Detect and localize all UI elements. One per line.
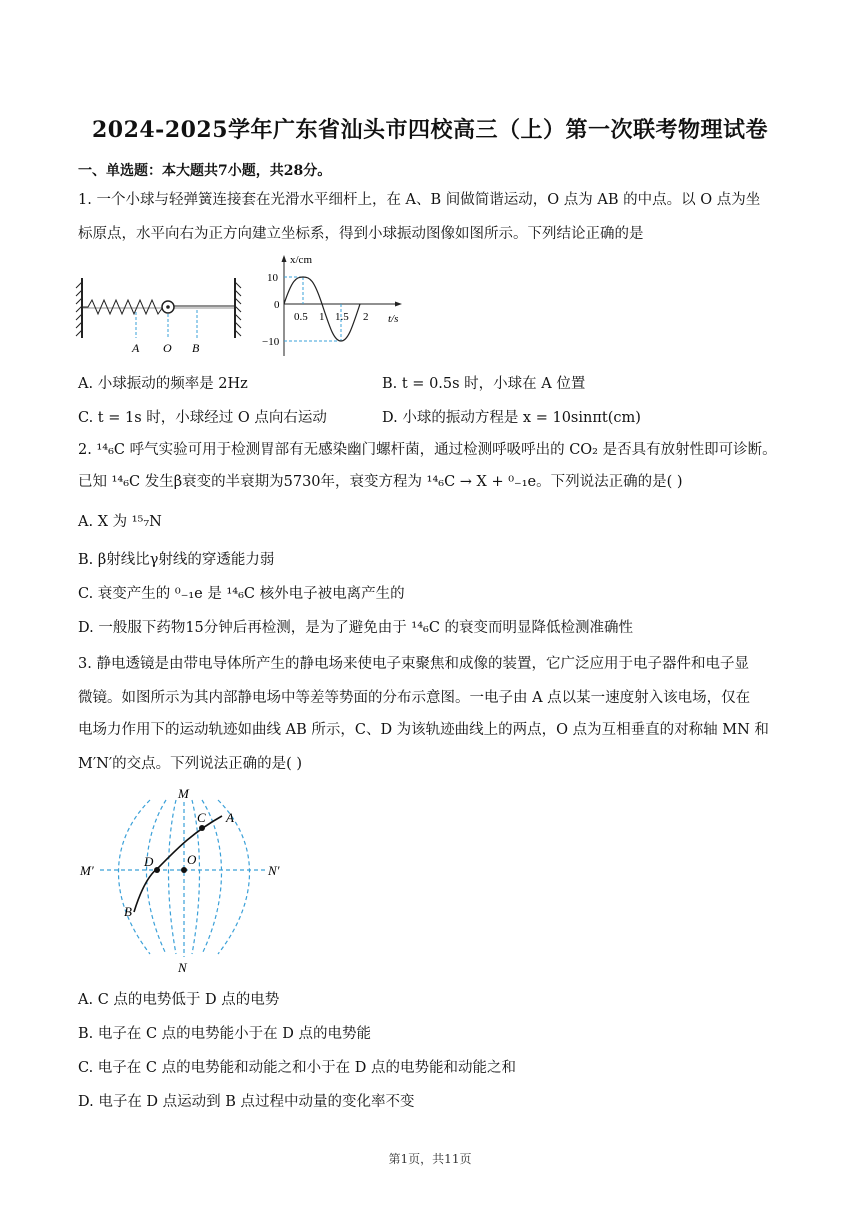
graph-tick-yn10: −10 bbox=[262, 336, 280, 348]
q1-vibration-graph bbox=[262, 252, 412, 360]
section-heading: 一、单选题：本大题共7小题，共28分。 bbox=[78, 163, 332, 179]
graph-tick-y0: 0 bbox=[274, 299, 280, 311]
graph-tick-t15: 1.5 bbox=[335, 311, 349, 323]
spring bbox=[82, 300, 168, 314]
label-b: B bbox=[124, 904, 132, 919]
label-b: B bbox=[192, 341, 200, 355]
q1-option-a: A. 小球振动的频率是 2Hz bbox=[78, 376, 248, 392]
page-footer: 第1页，共11页 bbox=[388, 1152, 472, 1166]
q2-stem-line-1: 2. ¹⁴₆C 呼气实验可用于检测胃部有无感染幽门螺杆菌，通过检测呼吸呼出的 CO₂ 是否具有放射性即可诊断。 bbox=[78, 442, 777, 458]
label-n: N bbox=[178, 960, 187, 975]
q2-option-a: A. X 为 ¹⁵₇N bbox=[78, 514, 162, 530]
graph-xlabel: t/s bbox=[388, 313, 399, 325]
q2-stem-line-2: 已知 ¹⁴₆C 发生β衰变的半衰期为5730年，衰变方程为 ¹⁴₆C → X + ⁰₋₁e。下列说法正确的是( ) bbox=[78, 474, 683, 490]
graph-tick-t05: 0.5 bbox=[294, 311, 308, 323]
q1-spring-figure bbox=[72, 270, 252, 360]
q3-stem-line-1: 3. 静电透镜是由带电导体所产生的静电场来使电子束聚焦和成像的装置，它广泛应用于电子器件和电子显 bbox=[78, 656, 749, 672]
q2-option-b: B. β射线比γ射线的穿透能力弱 bbox=[78, 552, 275, 568]
label-a: A bbox=[132, 341, 140, 355]
graph-tick-y10: 10 bbox=[267, 272, 278, 284]
q3-option-a: A. C 点的电势低于 D 点的电势 bbox=[78, 992, 280, 1008]
label-mprime: M′ bbox=[80, 863, 94, 878]
q1-option-b: B. t = 0.5s 时，小球在 A 位置 bbox=[382, 376, 586, 392]
q1-stem-line-1: 1. 一个小球与轻弹簧连接套在光滑水平细杆上，在 A、B 间做简谐运动，O 点为 AB 的中点。以 O 点为坐 bbox=[78, 192, 761, 208]
sine-curve bbox=[284, 277, 360, 341]
point-o bbox=[181, 867, 187, 873]
q2-option-d: D. 一般服下药物15分钟后再检测，是为了避免由于 ¹⁴₆C 的衰变而明显降低检测准确性 bbox=[78, 620, 634, 636]
point-d bbox=[154, 867, 160, 873]
q3-stem-line-4: M′N′的交点。下列说法正确的是( ) bbox=[78, 756, 303, 772]
graph-tick-t2: 2 bbox=[363, 311, 369, 323]
q3-stem-line-3: 电场力作用下的运动轨迹如曲线 AB 所示，C、D 为该轨迹曲线上的两点，O 点为互相垂直的对称轴 MN 和 bbox=[78, 722, 769, 738]
label-m: M bbox=[178, 786, 189, 801]
page-title: 2024-2025学年广东省汕头市四校高三（上）第一次联考物理试卷 bbox=[91, 117, 769, 143]
q3-stem-line-2: 微镜。如图所示为其内部静电场中等差等势面的分布示意图。一电子由 A 点以某一速度射入该电场，仅在 bbox=[78, 690, 751, 706]
graph-ylabel: x/cm bbox=[290, 254, 312, 266]
label-c: C bbox=[197, 810, 206, 825]
label-o: O bbox=[163, 341, 172, 355]
q3-option-d: D. 电子在 D 点运动到 B 点过程中动量的变化率不变 bbox=[78, 1094, 415, 1110]
q3-option-c: C. 电子在 C 点的电势能和动能之和小于在 D 点的电势能和动能之和 bbox=[78, 1060, 516, 1076]
label-o: O bbox=[187, 852, 197, 867]
q1-option-d: D. 小球的振动方程是 x = 10sinπt(cm) bbox=[382, 410, 641, 426]
q1-option-c: C. t = 1s 时，小球经过 O 点向右运动 bbox=[78, 410, 327, 426]
q2-option-c: C. 衰变产生的 ⁰₋₁e 是 ¹⁴₆C 核外电子被电离产生的 bbox=[78, 586, 405, 602]
q3-option-b: B. 电子在 C 点的电势能小于在 D 点的电势能 bbox=[78, 1026, 372, 1042]
graph-tick-t1: 1 bbox=[319, 311, 325, 323]
label-a: A bbox=[226, 810, 234, 825]
label-d: D bbox=[144, 854, 154, 869]
q1-stem-line-2: 标原点，水平向右为正方向建立坐标系，得到小球振动图像如图所示。下列结论正确的是 bbox=[78, 226, 644, 242]
label-nprime: N′ bbox=[268, 863, 280, 878]
point-c bbox=[199, 825, 205, 831]
q3-equipotential-figure bbox=[78, 782, 298, 977]
